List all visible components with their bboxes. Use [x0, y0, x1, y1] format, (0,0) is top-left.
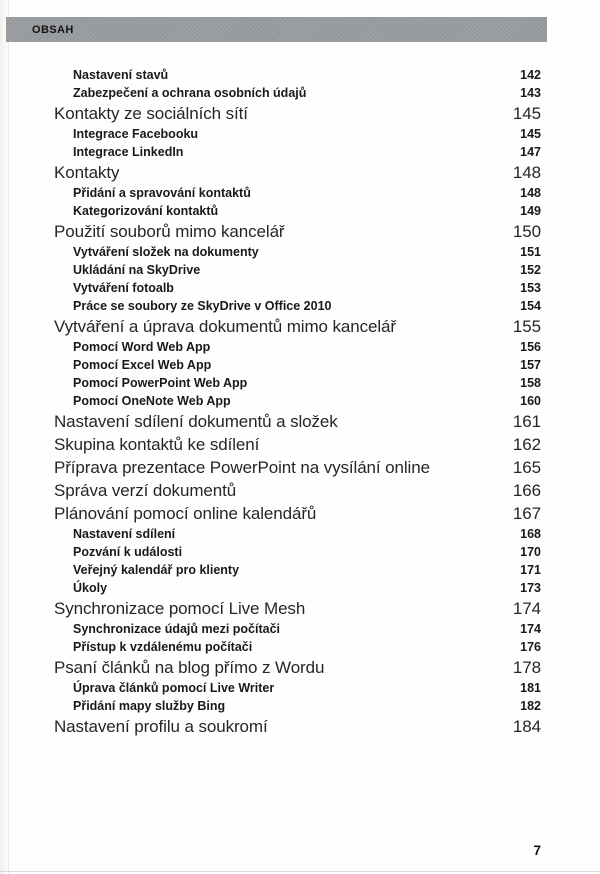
- toc-entry-title: Pomocí Word Web App: [73, 340, 211, 354]
- page-left-edge: [0, 0, 9, 874]
- toc-entry-page: 156: [520, 340, 541, 354]
- toc-entry-page: 157: [520, 358, 541, 372]
- toc-entry: [54, 315, 541, 338]
- toc-entry-page: 184: [512, 717, 541, 736]
- toc-entry-title: Integrace LinkedIn: [73, 145, 184, 159]
- toc-entry: [54, 374, 541, 392]
- footer-page-number: 7: [533, 843, 541, 858]
- toc-entry-title: Psaní článků na blog přímo z Wordu: [54, 658, 325, 677]
- toc-entry: [54, 543, 541, 561]
- toc-entry-page: 167: [512, 504, 541, 523]
- toc-entry-title: Kategorizování kontaktů: [73, 204, 219, 218]
- toc-entry: [54, 356, 541, 374]
- toc-entry-title: Integrace Facebooku: [73, 127, 199, 141]
- toc-entry: [54, 597, 541, 620]
- toc-entry: [54, 125, 541, 143]
- toc-entry-title: Ukládání na SkyDrive: [73, 263, 201, 277]
- toc-entry-page: 147: [520, 145, 541, 159]
- page-bottom-edge: [0, 871, 600, 872]
- toc-entry-title: Úkoly: [73, 581, 108, 595]
- toc-entry: [54, 143, 541, 161]
- toc-entry-page: 154: [520, 299, 541, 313]
- toc-entry-page: 174: [512, 599, 541, 618]
- toc-entry: [54, 410, 541, 433]
- toc-entry-title: Nastavení sdílení: [73, 527, 176, 541]
- toc-entry-page: 149: [520, 204, 541, 218]
- toc-entry-page: 162: [512, 435, 541, 454]
- toc-entry: [54, 715, 541, 738]
- toc-entry-title: Práce se soubory ze SkyDrive v Office 2010: [73, 299, 332, 313]
- toc-entry-page: 165: [512, 458, 541, 477]
- toc-entry: [54, 679, 541, 697]
- toc-entry: [54, 502, 541, 525]
- toc-entry-page: 148: [512, 163, 541, 182]
- toc-entry-title: Pozvání k události: [73, 545, 183, 559]
- toc-entry-title: Synchronizace pomocí Live Mesh: [54, 599, 306, 618]
- toc-entry-page: 160: [520, 394, 541, 408]
- toc-entry-title: Plánování pomocí online kalendářů: [54, 504, 317, 523]
- toc-entry: [54, 525, 541, 543]
- toc-entry-page: 153: [520, 281, 541, 295]
- toc-entry: [54, 392, 541, 410]
- toc-entry-page: 168: [520, 527, 541, 541]
- contents-header-bar: [6, 17, 547, 42]
- toc-entry-page: 174: [520, 622, 541, 636]
- toc-entry-title: Úprava článků pomocí Live Writer: [73, 681, 275, 695]
- toc-entry: [54, 184, 541, 202]
- toc-entry: [54, 297, 541, 315]
- toc-entry: [54, 243, 541, 261]
- toc-entry-title: Vytváření složek na dokumenty: [73, 245, 259, 259]
- toc-entry: [54, 261, 541, 279]
- toc-entry-page: 152: [520, 263, 541, 277]
- contents-header-label: OBSAH: [32, 23, 74, 36]
- toc-entry: [54, 638, 541, 656]
- toc-entry: [54, 161, 541, 184]
- toc-entry-page: 145: [520, 127, 541, 141]
- toc-entry-page: 145: [512, 104, 541, 123]
- toc-entry-page: 181: [520, 681, 541, 695]
- toc-entry-title: Příprava prezentace PowerPoint na vysílání online: [54, 458, 430, 477]
- toc-entry: [54, 697, 541, 715]
- toc-entry: [54, 561, 541, 579]
- toc-entry: [54, 220, 541, 243]
- toc-entry-page: 171: [520, 563, 541, 577]
- toc-entry-page: 178: [512, 658, 541, 677]
- toc-entry: [54, 102, 541, 125]
- toc-entry-page: 150: [512, 222, 541, 241]
- toc-entry: [54, 66, 541, 84]
- toc-entry-page: 151: [520, 245, 541, 259]
- toc-entry-page: 176: [520, 640, 541, 654]
- toc-entry-title: Přidání mapy služby Bing: [73, 699, 226, 713]
- toc-entry: [54, 656, 541, 679]
- toc-entry-title: Správa verzí dokumentů: [54, 481, 237, 500]
- toc-entry-page: 155: [512, 317, 541, 336]
- toc-entry: [54, 456, 541, 479]
- toc-entry-title: Kontakty: [54, 163, 120, 182]
- toc-entry: [54, 620, 541, 638]
- toc-entry-title: Zabezpečení a ochrana osobních údajů: [73, 86, 307, 100]
- toc-entry-page: 170: [520, 545, 541, 559]
- toc-entry-page: 158: [520, 376, 541, 390]
- toc-entry-title: Vytváření fotoalb: [73, 281, 174, 295]
- toc-entry-title: Přístup k vzdálenému počítači: [73, 640, 253, 654]
- toc-entry-title: Vytváření a úprava dokumentů mimo kancelář: [54, 317, 396, 336]
- toc-entry-title: Skupina kontaktů ke sdílení: [54, 435, 260, 454]
- toc-entry-title: Použití souborů mimo kancelář: [54, 222, 285, 241]
- toc-entry-title: Kontakty ze sociálních sítí: [54, 104, 248, 123]
- toc-entry-title: Pomocí Excel Web App: [73, 358, 212, 372]
- toc-entry: [54, 202, 541, 220]
- toc-entry: [54, 579, 541, 597]
- toc-entry-page: 143: [520, 86, 541, 100]
- toc-entry-title: Nastavení stavů: [73, 68, 169, 82]
- toc-entry-page: 173: [520, 581, 541, 595]
- toc-entry: [54, 479, 541, 502]
- toc-entry-page: 142: [520, 68, 541, 82]
- toc-entry-page: 166: [512, 481, 541, 500]
- toc-entry-page: 182: [520, 699, 541, 713]
- toc-entry-title: Pomocí PowerPoint Web App: [73, 376, 248, 390]
- toc-entry: [54, 84, 541, 102]
- toc-entry-title: Nastavení sdílení dokumentů a složek: [54, 412, 338, 431]
- toc-entry: [54, 279, 541, 297]
- toc-entry-title: Pomocí OneNote Web App: [73, 394, 231, 408]
- toc-entry-title: Přidání a spravování kontaktů: [73, 186, 251, 200]
- toc-list: [54, 66, 541, 738]
- toc-entry: [54, 433, 541, 456]
- toc-entry-title: Nastavení profilu a soukromí: [54, 717, 268, 736]
- toc-entry: [54, 338, 541, 356]
- toc-entry-page: 161: [512, 412, 541, 431]
- toc-entry-title: Synchronizace údajů mezi počítači: [73, 622, 281, 636]
- toc-entry-title: Veřejný kalendář pro klienty: [73, 563, 240, 577]
- toc-entry-page: 148: [520, 186, 541, 200]
